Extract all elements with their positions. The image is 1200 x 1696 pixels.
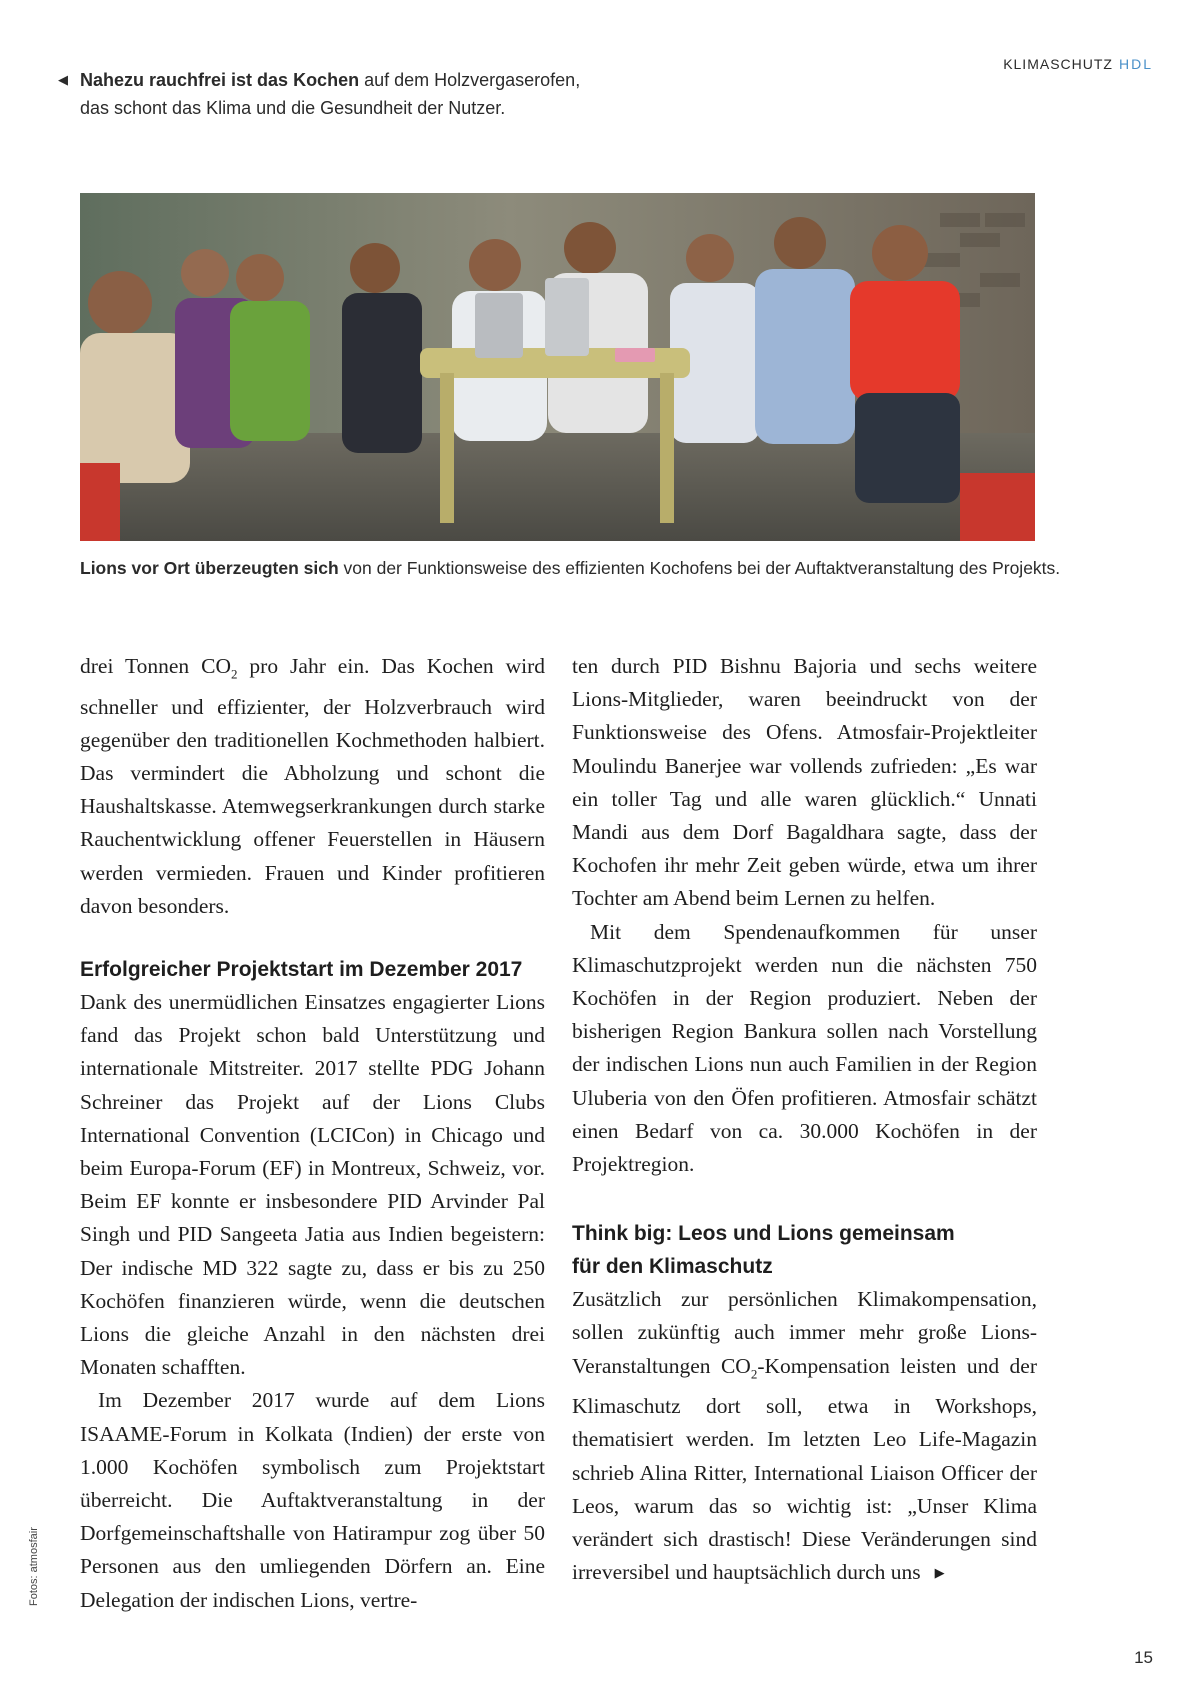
top-caption-text: auf dem Holzvergaserofen, <box>359 70 581 90</box>
group-photo-illustration <box>80 193 1035 541</box>
top-caption-bold: Nahezu rauchfrei ist das Kochen <box>80 70 360 90</box>
paragraph: Im Dezember 2017 wurde auf dem Lions ISAAME-Forum in Kolkata (Indien) der erste von 1.000 Kochöfen symbolisch zum Projektstart überreicht. Die Auftaktveranstaltung in der Dorfgemeinschaftshalle von Hatirampur zog über 50 Personen aus den umliegenden Dörfern an. Eine Delegation der indischen Lions, vertre- <box>80 1388 545 1612</box>
paragraph <box>80 650 545 923</box>
subscript: 2 <box>230 666 238 682</box>
article-column-left <box>80 650 545 1617</box>
photo-caption-bold: Lions vor Ort überzeugten sich <box>80 558 339 578</box>
paragraph: Mit dem Spendenaufkommen für unser Klimaschutzprojekt werden nun die nächsten 750 Kochöfen in der Region produziert. Neben der bisherigen Region Bankura sollen nach Vorstellung der indischen Lions nun auch Familien in der Region Uluberia von den Öfen profitieren. Atmosfair schätzt einen Bedarf von ca. 30.000 Kochöfen in der Projektregion. <box>572 919 1037 1177</box>
paragraph: ten durch PID Bishnu Bajoria und sechs weitere Lions-Mitglieder, waren beeindruckt von der Funktionsweise des Ofens. Atmosfair-Projektleiter Moulindu Banerjee war vollends zufrieden: „Es war ein toller Tag und alle waren glücklich.“ Unnati Mandi aus dem Dorf Bagaldhara sagte, dass der Kochofen ihr mehr Zeit geben würde, etwa um ihrer Tochter am Abend beim Lernen zu helfen. <box>572 654 1037 911</box>
continue-arrow-icon: ▶ <box>934 1565 945 1581</box>
heading-line: für den Klimaschutz <box>572 1255 773 1279</box>
left-pointer-icon: ◀ <box>58 72 68 87</box>
heading-line: Think big: Leos und Lions gemeinsam <box>572 1222 955 1246</box>
section-label: KLIMASCHUTZ <box>1003 56 1113 72</box>
paragraph: Dank des unermüdlichen Einsatzes engagierter Lions fand das Projekt schon bald Unterstützung und internationale Mitstreiter. 2017 stellte PDG Johann Schreiner das Projekt auf der Lions Clubs International Convention (LCICon) in Chicago und beim Europa-Forum (EF) in Montreux, Schweiz, vor. Beim EF konnte er insbesondere PID Arvinder Pal Singh und PID Sangeeta Jatia aus Indien begeistern: Der indische MD 322 sagte zu, dass er bis zu 250 Kochöfen finanzieren würde, wenn die deutschen Lions die gleiche Anzahl in den nächsten drei Monaten schafften. <box>80 989 545 1380</box>
text-run: Zusätzlich zur persönlichen Klimakompensation, sollen zukünftig auch immer mehr große Lions-Veranstaltungen CO <box>572 1287 1037 1378</box>
paragraph <box>572 1283 1037 1589</box>
top-photo-caption <box>58 66 618 122</box>
top-caption-line-2: das schont das Klima und die Gesundheit der Nutzer. <box>80 98 506 118</box>
photo-caption <box>80 556 1070 580</box>
text-run: pro Jahr ein. Das Kochen wird schneller und effizienter, der Holzverbrauch wird gegenüber den traditionellen Kochmethoden halbiert. Das vermindert die Abholzung und schont die Haushaltskasse. Atemwegserkrankungen durch starke Rauchentwicklung offener Feuerstellen in Häusern werden vermieden. Frauen und Kinder profitieren davon besonders. <box>80 654 545 918</box>
page-number: 15 <box>1134 1648 1153 1667</box>
text-run: drei Tonnen CO <box>80 654 231 678</box>
section-tag <box>1003 56 1153 72</box>
text-run: -Kompensation leisten und der Klimaschutz dort soll, etwa in Workshops, thematisiert werden. Im letzten Leo Life-Magazin schrieb Alina Ritter, International Liaison Officer der Leos, warum das so wichtig ist: „Unser Klima verändert sich drastisch! Diese Veränderungen sind irreversibel und hauptsächlich durch uns <box>572 1353 1037 1585</box>
photo-credit: Fotos: atmosfair <box>28 1527 40 1606</box>
magazine-brand: HDL <box>1118 56 1153 72</box>
article-photo <box>80 193 1035 541</box>
photo-caption-text: von der Funktionsweise des effizienten Kochofens bei der Auftaktveranstaltung des Projekts. <box>338 558 1061 578</box>
subscript: 2 <box>750 1365 758 1381</box>
section-heading: Erfolgreicher Projektstart im Dezember 2017 <box>80 957 523 981</box>
article-column-right <box>572 650 1037 1589</box>
section-heading <box>572 1217 1037 1283</box>
